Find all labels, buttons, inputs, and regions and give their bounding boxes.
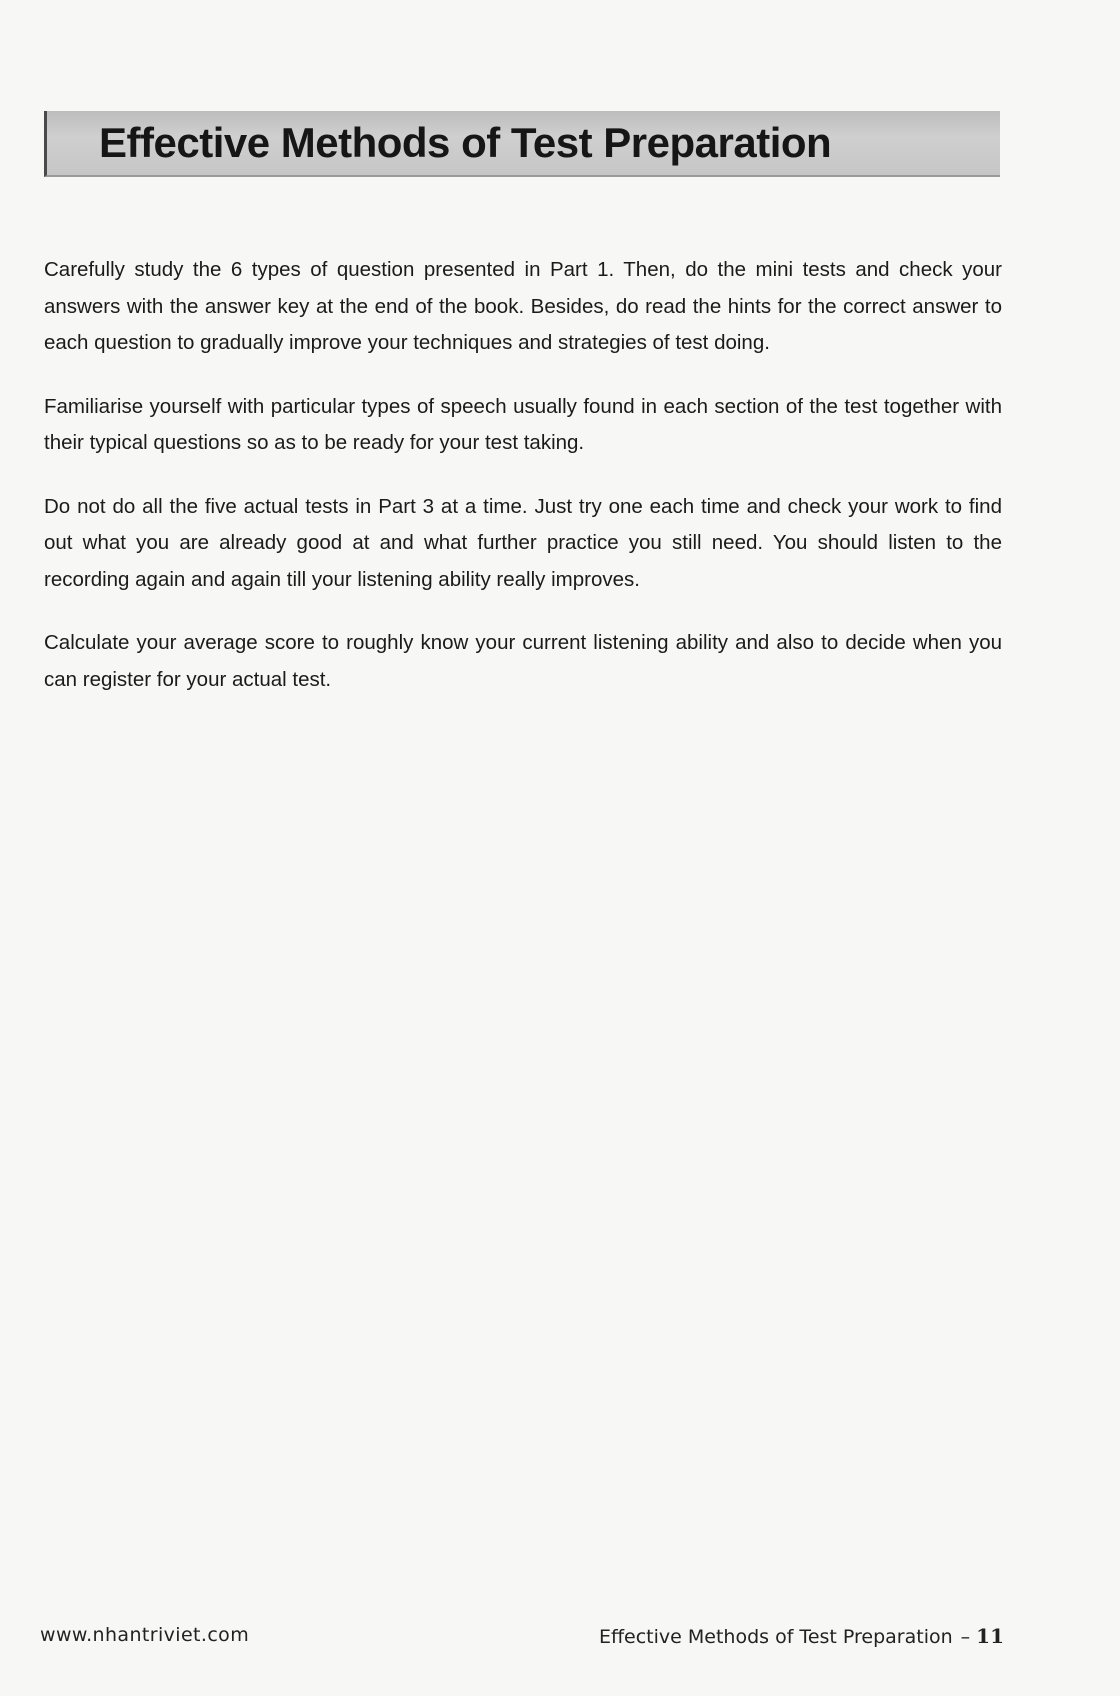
paragraph-2: Familiarise yourself with particular types of speech usually found in each section of the test together with their typical questions so as to be ready for your test taking.: [44, 394, 1002, 454]
footer-running-head: [599, 1624, 1004, 1648]
footer-separator: –: [960, 1626, 971, 1648]
paragraph-3: Do not do all the five actual tests in Part 3 at a time. Just try one each time and check your work to find out what you are already good at and what further practice you still need. You should listen to the recording again and again till your listening ability really improves.: [44, 494, 1002, 591]
page-footer: [40, 1620, 1004, 1654]
paragraph-4: Calculate your average score to roughly know your current listening ability and also to decide when you can register for your actual test.: [44, 631, 1002, 691]
section-title-bar: [44, 111, 1000, 177]
footer-running-title: Effective Methods of Test Preparation: [598, 1626, 953, 1648]
footer-website: www.nhantriviet.com: [40, 1624, 250, 1646]
paragraph-1: Carefully study the 6 types of question presented in Part 1. Then, do the mini tests and check your answers with the answer key at the end of the book. Besides, do read the hints for the correct answer to each question to gradually improve your techniques and strategies of test doing.: [44, 258, 1002, 354]
body-text: [44, 252, 1002, 725]
page-title: Effective Methods of Test Preparation: [99, 119, 832, 166]
page-number: 11: [976, 1624, 1004, 1648]
